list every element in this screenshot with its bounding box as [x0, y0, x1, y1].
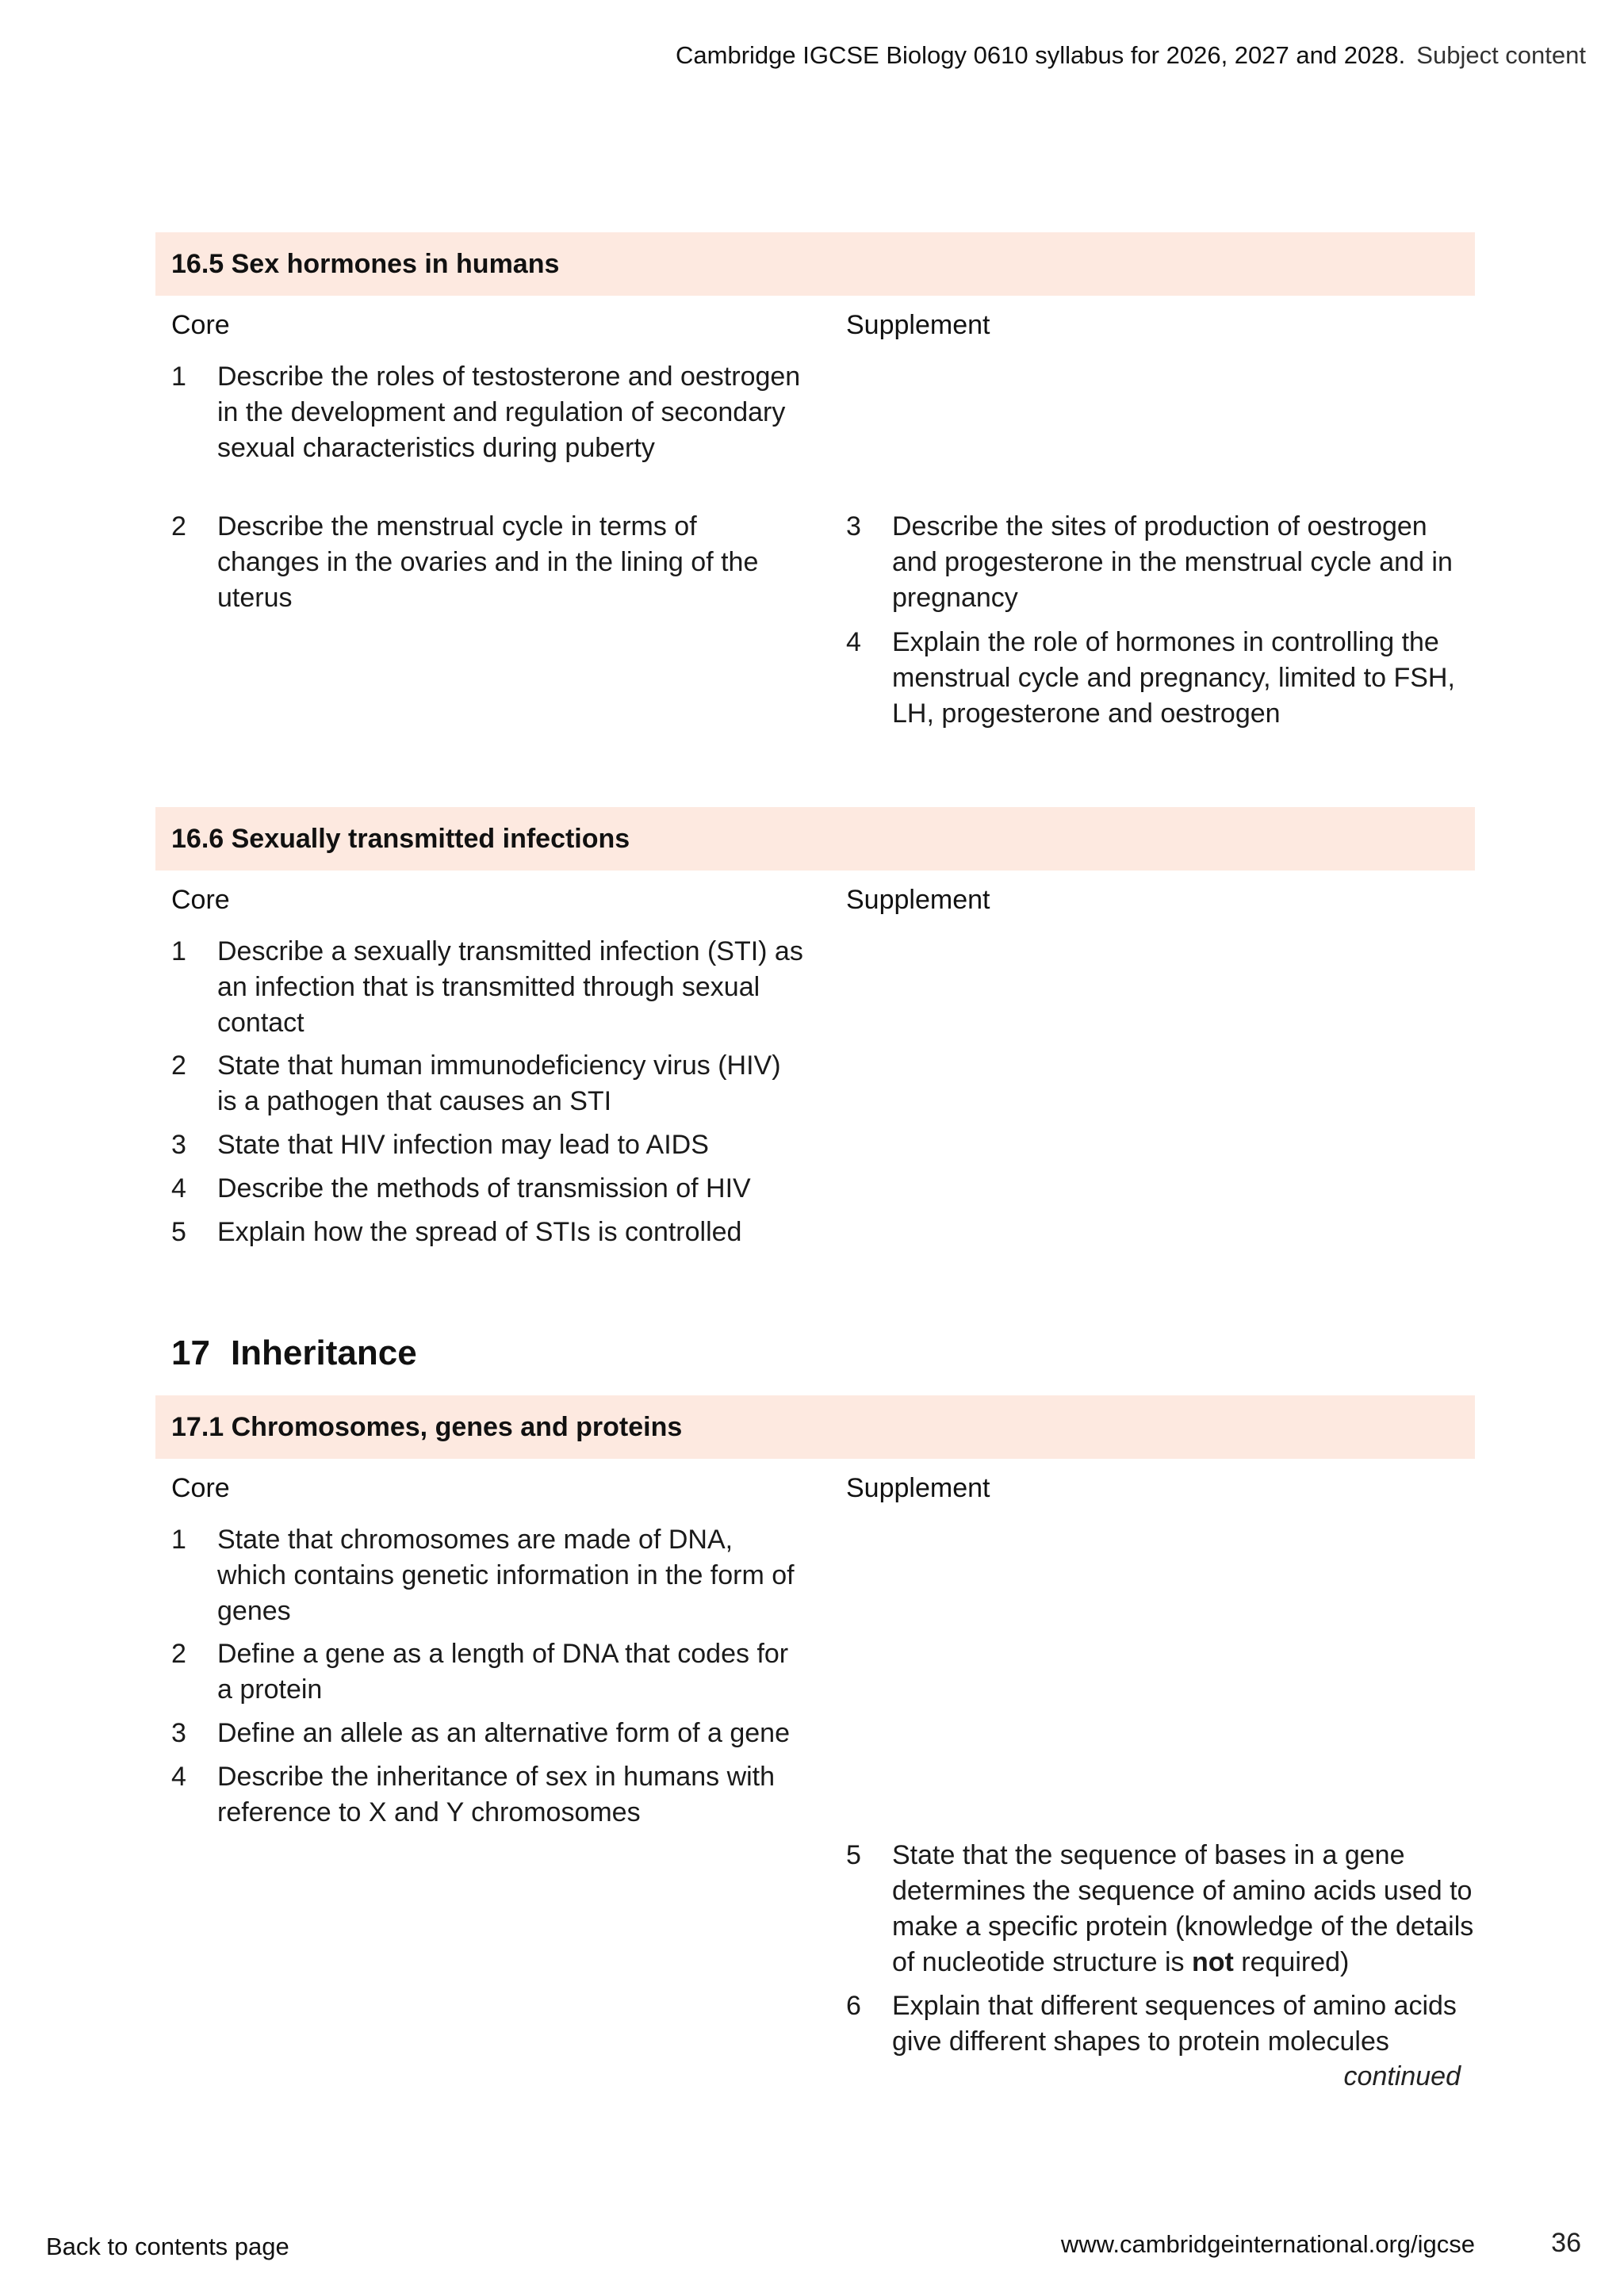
item-text: Describe the sites of production of oestrogen and progesterone in the menstrual cycle and in pregnancy — [892, 511, 1453, 613]
item-text: Describe the menstrual cycle in terms of changes in the ovaries and in the lining of the uterus — [217, 511, 759, 613]
item-number: 1 — [171, 1525, 186, 1555]
chapter-title: Inheritance — [230, 1334, 417, 1372]
list-item — [171, 1215, 806, 1250]
list-item — [171, 1759, 806, 1831]
emphasis-not: not — [1191, 1947, 1234, 1977]
running-header — [676, 41, 1586, 70]
list-item — [171, 509, 806, 616]
item-text-part: required) — [1233, 1947, 1350, 1977]
item-number: 1 — [171, 362, 186, 392]
item-text-part: State that the sequence of bases in a gene determines the sequence of amino acids used to make a specific protein (knowledge of the details of nucleotide structure is — [892, 1840, 1474, 1977]
item-number: 5 — [171, 1217, 186, 1247]
list-item — [171, 359, 806, 502]
page-number: 36 — [1551, 2228, 1581, 2258]
item-text: Describe the inheritance of sex in humans with reference to X and Y chromosomes — [217, 1762, 776, 1827]
core-label: Core — [171, 885, 230, 915]
item-number: 2 — [171, 1639, 186, 1669]
item-number: 5 — [846, 1840, 861, 1870]
item-number: 3 — [171, 1130, 186, 1160]
section-heading-17-1: 17.1 Chromosomes, genes and proteins — [155, 1395, 1475, 1459]
item-number: 4 — [171, 1173, 186, 1203]
list-item — [171, 1171, 806, 1207]
list-item — [171, 1048, 806, 1119]
section-heading-16-6: 16.6 Sexually transmitted infections — [155, 807, 1475, 871]
item-text: State that chromosomes are made of DNA, which contains genetic information in the form of genes — [217, 1525, 795, 1626]
item-number: 2 — [171, 511, 186, 541]
item-number: 6 — [846, 1991, 861, 2021]
list-item — [846, 1988, 1473, 2060]
header-section: Subject content — [1416, 41, 1586, 69]
list-item — [846, 1838, 1473, 1980]
chapter-heading — [171, 1334, 417, 1373]
item-text: State that human immunodeficiency virus (HIV) is a pathogen that causes an STI — [217, 1050, 781, 1116]
supplement-label: Supplement — [846, 310, 990, 340]
supplement-label: Supplement — [846, 1473, 990, 1503]
list-item — [171, 1127, 806, 1163]
item-number: 2 — [171, 1050, 186, 1081]
item-text: Explain that different sequences of amino acids give different shapes to protein molecules — [892, 1991, 1457, 2057]
core-label: Core — [171, 310, 230, 340]
chapter-number: 17 — [171, 1334, 210, 1372]
core-label: Core — [171, 1473, 230, 1503]
item-text: Explain how the spread of STIs is controlled — [217, 1217, 742, 1247]
item-text: Define a gene as a length of DNA that codes for a protein — [217, 1639, 789, 1705]
supplement-label: Supplement — [846, 885, 990, 915]
list-item — [171, 1522, 806, 1629]
list-item — [171, 1636, 806, 1708]
item-number: 4 — [846, 627, 861, 657]
back-to-contents-link[interactable]: Back to contents page — [46, 2233, 289, 2260]
item-number: 3 — [171, 1718, 186, 1748]
item-text: Describe the roles of testosterone and oestrogen in the development and regulation of secondary sexual characteristics during puberty — [217, 362, 801, 463]
header-title: Cambridge IGCSE Biology 0610 syllabus for 2026, 2027 and 2028. — [676, 41, 1406, 69]
item-number: 3 — [846, 511, 861, 541]
continued-note: continued — [1343, 2061, 1461, 2091]
list-item — [846, 625, 1473, 732]
list-item — [171, 934, 806, 1041]
item-number: 1 — [171, 936, 186, 966]
list-item — [171, 1716, 806, 1751]
section-heading-16-5: 16.5 Sex hormones in humans — [155, 232, 1475, 296]
item-text — [892, 1838, 1479, 1980]
item-text: Describe a sexually transmitted infection (STI) as an infection that is transmitted through sexual contact — [217, 936, 803, 1038]
item-number: 4 — [171, 1762, 186, 1792]
item-text: Explain the role of hormones in controlling the menstrual cycle and pregnancy, limited to FSH, LH, progesterone and oestrogen — [892, 627, 1455, 729]
item-text: State that HIV infection may lead to AIDS — [217, 1130, 709, 1160]
website-url[interactable]: www.cambridgeinternational.org/igcse — [1060, 2230, 1475, 2258]
item-text: Describe the methods of transmission of HIV — [217, 1173, 751, 1203]
list-item — [846, 509, 1473, 616]
item-text: Define an allele as an alternative form of a gene — [217, 1718, 791, 1748]
